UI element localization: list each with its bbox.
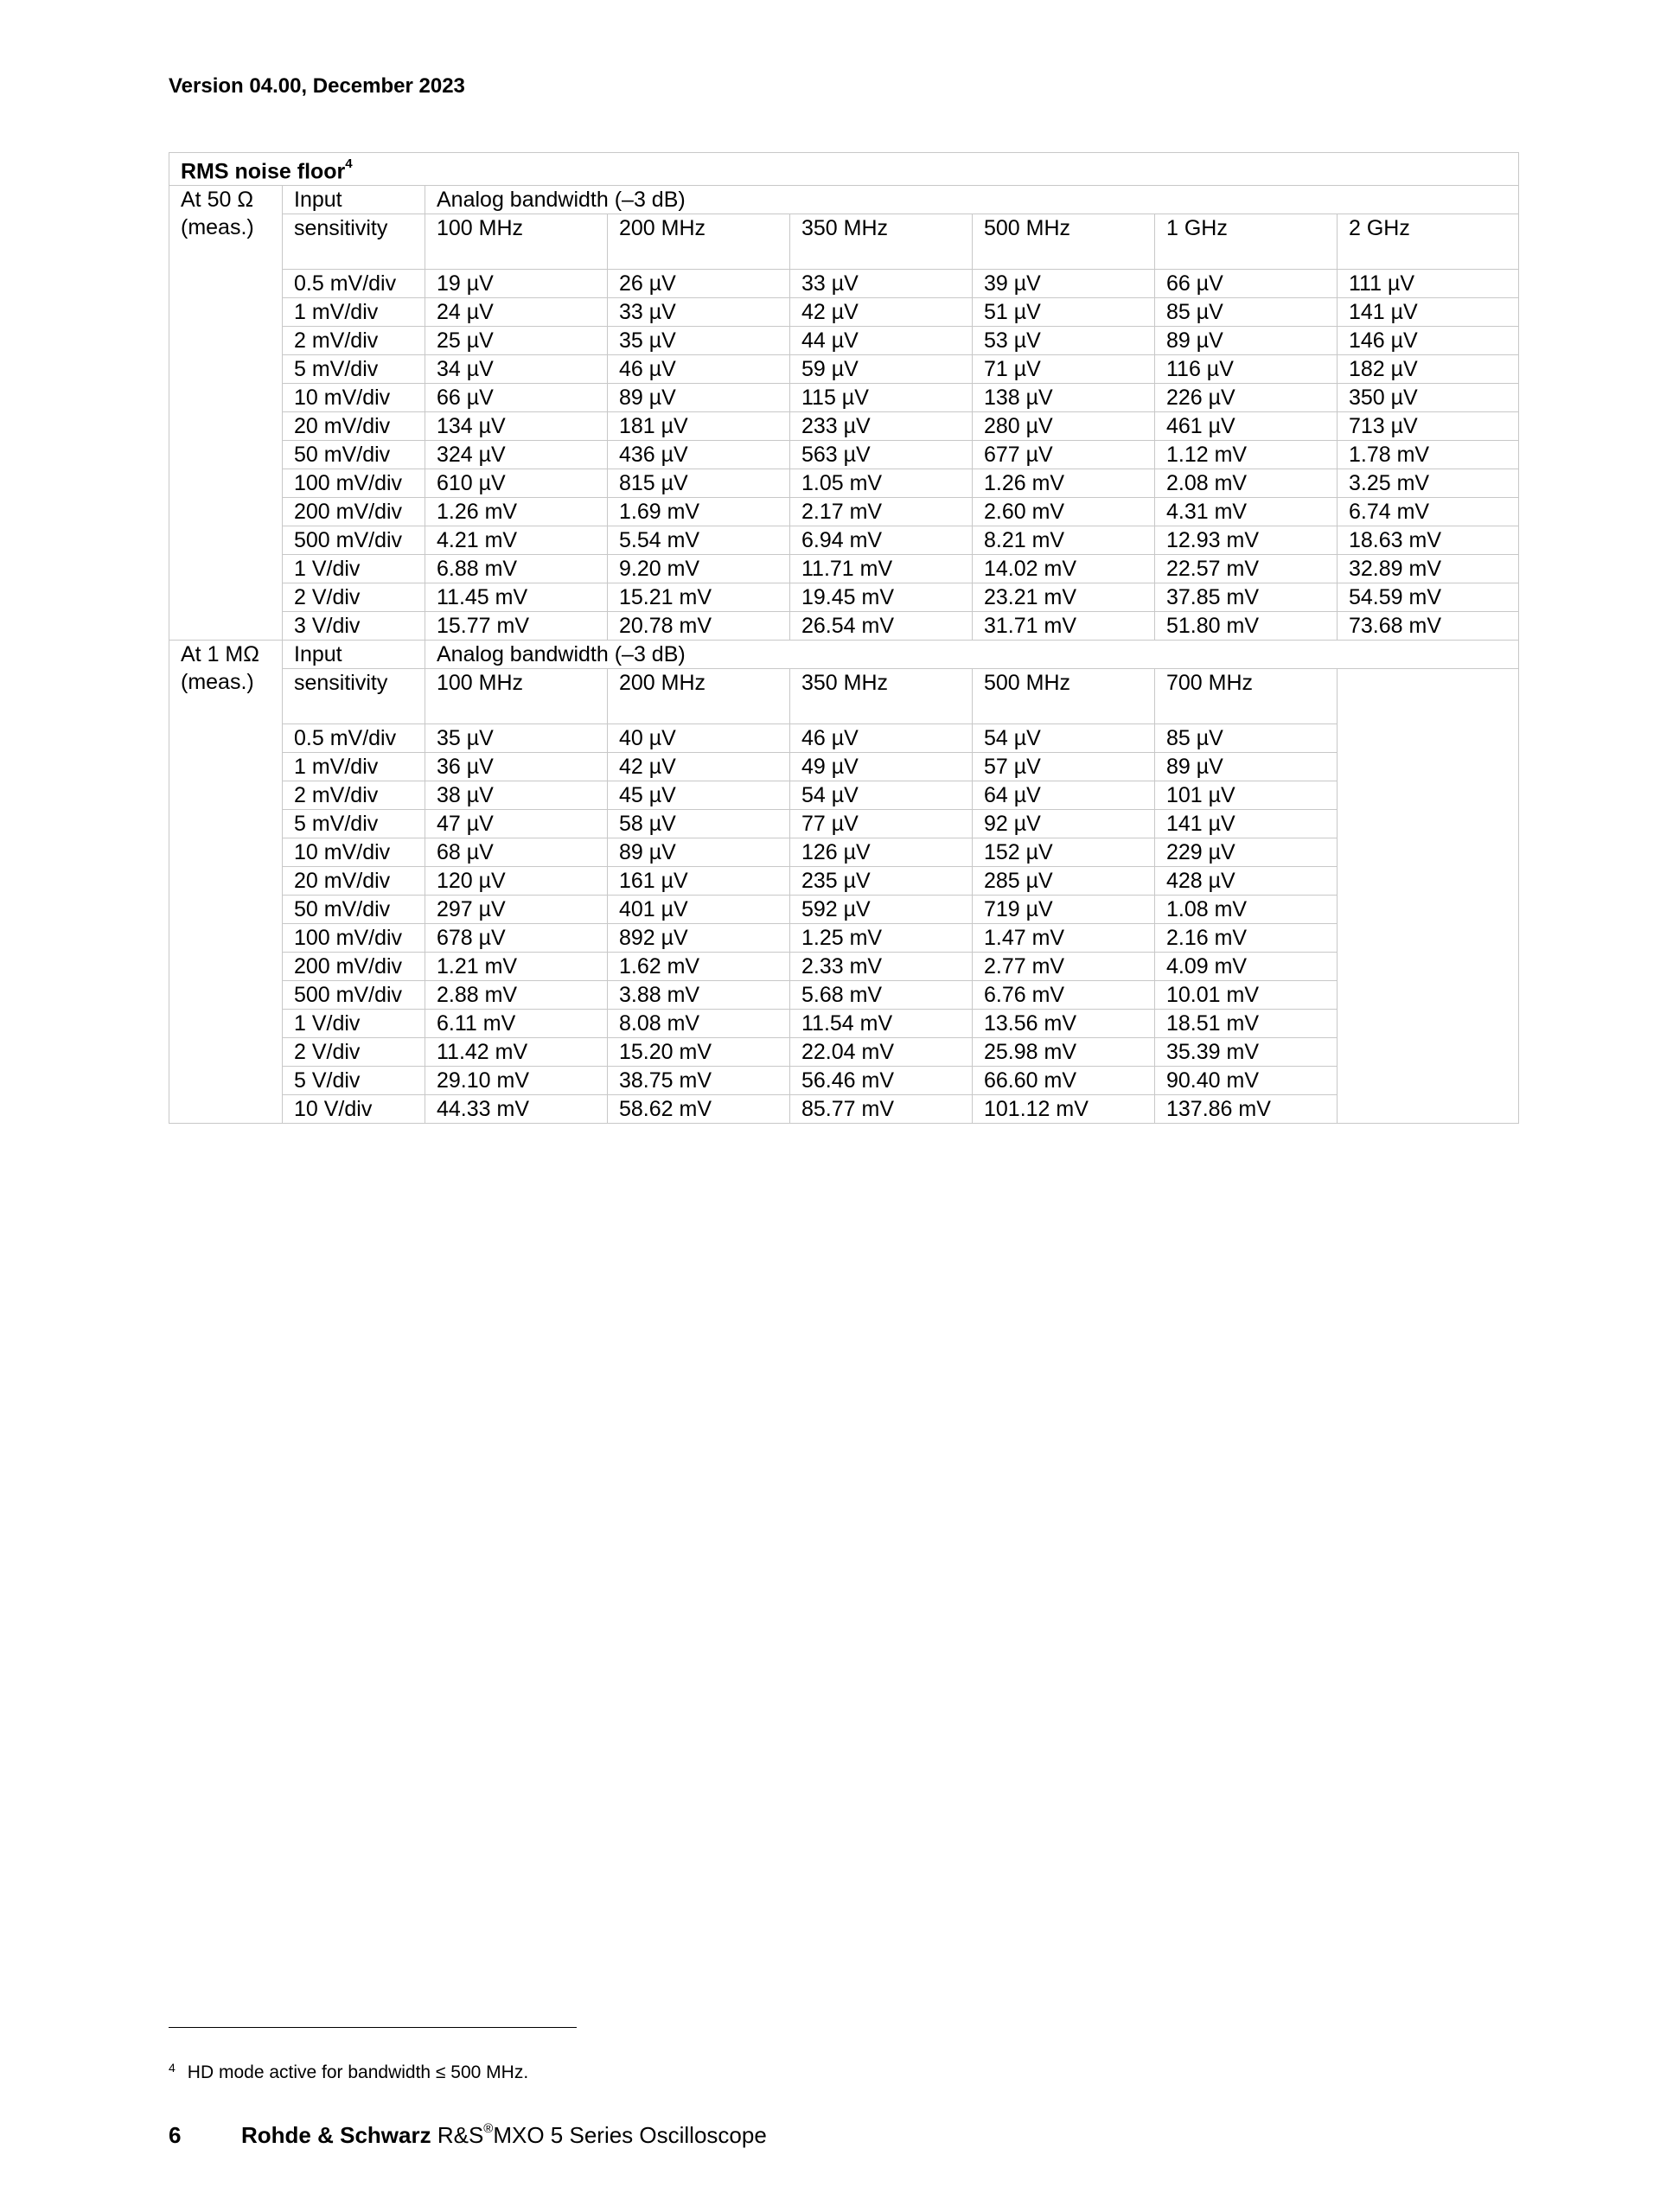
footnote-ref: 4	[345, 156, 353, 171]
noise-value: 713 µV	[1338, 412, 1519, 441]
table-row	[169, 384, 1519, 412]
noise-value: 32.89 mV	[1338, 555, 1519, 583]
noise-value: 22.57 mV	[1155, 555, 1338, 583]
sensitivity-value: 0.5 mV/div	[283, 270, 425, 298]
sensitivity-value: 2 mV/div	[283, 781, 425, 810]
bandwidth-column-header: 700 MHz	[1155, 669, 1338, 724]
table-row	[169, 583, 1519, 612]
sensitivity-value: 500 mV/div	[283, 526, 425, 555]
impedance-label	[169, 641, 283, 1124]
table-row	[169, 298, 1519, 327]
sensitivity-label: Input	[283, 186, 425, 214]
noise-value: 1.78 mV	[1338, 441, 1519, 469]
noise-value: 111 µV	[1338, 270, 1519, 298]
sensitivity-value: 1 V/div	[283, 1010, 425, 1038]
noise-value: 235 µV	[790, 867, 973, 896]
bandwidth-column-header: 1 GHz	[1155, 214, 1338, 270]
noise-value: 6.11 mV	[425, 1010, 608, 1038]
noise-value: 51 µV	[973, 298, 1155, 327]
table-row	[169, 1067, 1519, 1095]
noise-value: 1.25 mV	[790, 924, 973, 953]
impedance-label-line: (meas.)	[181, 215, 254, 240]
table-row	[169, 441, 1519, 469]
sensitivity-value: 200 mV/div	[283, 953, 425, 981]
sensitivity-value: 10 mV/div	[283, 384, 425, 412]
sensitivity-value: 200 mV/div	[283, 498, 425, 526]
noise-value: 2.17 mV	[790, 498, 973, 526]
noise-value: 461 µV	[1155, 412, 1338, 441]
noise-value: 141 µV	[1338, 298, 1519, 327]
table-row	[169, 1038, 1519, 1067]
noise-value: 54 µV	[973, 724, 1155, 753]
sensitivity-value: 5 mV/div	[283, 810, 425, 838]
noise-value: 68 µV	[425, 838, 608, 867]
noise-value: 35.39 mV	[1155, 1038, 1338, 1067]
footer-brand: Rohde & Schwarz	[241, 2122, 431, 2148]
noise-value: 73.68 mV	[1338, 612, 1519, 641]
noise-value: 44 µV	[790, 327, 973, 355]
sensitivity-value: 2 mV/div	[283, 327, 425, 355]
bandwidth-column-header: 100 MHz	[425, 214, 608, 270]
table-row	[169, 412, 1519, 441]
noise-value: 719 µV	[973, 896, 1155, 924]
page-footer	[169, 2122, 767, 2149]
noise-value: 2.08 mV	[1155, 469, 1338, 498]
table-row	[169, 1095, 1519, 1124]
table-row	[169, 526, 1519, 555]
noise-value: 14.02 mV	[973, 555, 1155, 583]
impedance-label	[169, 186, 283, 641]
noise-value: 11.54 mV	[790, 1010, 973, 1038]
bandwidth-column-header: 2 GHz	[1338, 214, 1519, 270]
column-header-row	[169, 214, 1519, 270]
noise-value: 101.12 mV	[973, 1095, 1155, 1124]
sensitivity-value: 500 mV/div	[283, 981, 425, 1010]
sensitivity-value: 2 V/div	[283, 1038, 425, 1067]
noise-value: 15.20 mV	[608, 1038, 790, 1067]
bandwidth-column-header: 350 MHz	[790, 669, 973, 724]
noise-value: 181 µV	[608, 412, 790, 441]
noise-value: 428 µV	[1155, 867, 1338, 896]
noise-value: 22.04 mV	[790, 1038, 973, 1067]
noise-value: 138 µV	[973, 384, 1155, 412]
noise-value: 1.69 mV	[608, 498, 790, 526]
table-row	[169, 924, 1519, 953]
document-version: Version 04.00, December 2023	[169, 74, 465, 98]
noise-value: 25.98 mV	[973, 1038, 1155, 1067]
noise-value: 563 µV	[790, 441, 973, 469]
noise-value: 1.26 mV	[973, 469, 1155, 498]
sensitivity-label: Input	[283, 641, 425, 669]
noise-value: 36 µV	[425, 753, 608, 781]
table-row	[169, 355, 1519, 384]
noise-value: 89 µV	[608, 838, 790, 867]
noise-value: 233 µV	[790, 412, 973, 441]
table-row	[169, 270, 1519, 298]
sensitivity-value: 100 mV/div	[283, 469, 425, 498]
noise-value: 182 µV	[1338, 355, 1519, 384]
noise-value: 46 µV	[608, 355, 790, 384]
noise-value: 37.85 mV	[1155, 583, 1338, 612]
rms-noise-table	[169, 152, 1519, 1124]
noise-value: 146 µV	[1338, 327, 1519, 355]
table-row	[169, 867, 1519, 896]
sensitivity-label: sensitivity	[283, 669, 425, 724]
noise-value: 66 µV	[425, 384, 608, 412]
bandwidth-column-header: 500 MHz	[973, 214, 1155, 270]
sensitivity-value: 1 V/div	[283, 555, 425, 583]
noise-value: 18.51 mV	[1155, 1010, 1338, 1038]
page-number: 6	[169, 2122, 182, 2148]
noise-value: 15.77 mV	[425, 612, 608, 641]
footer-product-name: MXO 5 Series Oscilloscope	[493, 2122, 767, 2148]
noise-value: 66.60 mV	[973, 1067, 1155, 1095]
noise-value: 5.68 mV	[790, 981, 973, 1010]
noise-value: 45 µV	[608, 781, 790, 810]
noise-value: 38.75 mV	[608, 1067, 790, 1095]
noise-value: 18.63 mV	[1338, 526, 1519, 555]
sensitivity-label: sensitivity	[283, 214, 425, 270]
sensitivity-value: 1 mV/div	[283, 753, 425, 781]
noise-value: 6.76 mV	[973, 981, 1155, 1010]
noise-value: 89 µV	[1155, 327, 1338, 355]
bandwidth-column-header: 500 MHz	[973, 669, 1155, 724]
noise-value: 134 µV	[425, 412, 608, 441]
noise-value: 2.77 mV	[973, 953, 1155, 981]
sensitivity-value: 0.5 mV/div	[283, 724, 425, 753]
footnote-text: HD mode active for bandwidth ≤ 500 MHz.	[187, 2062, 529, 2082]
noise-value: 677 µV	[973, 441, 1155, 469]
noise-value: 64 µV	[973, 781, 1155, 810]
noise-value: 51.80 mV	[1155, 612, 1338, 641]
noise-value: 137.86 mV	[1155, 1095, 1338, 1124]
noise-value: 610 µV	[425, 469, 608, 498]
noise-value: 324 µV	[425, 441, 608, 469]
noise-value: 42 µV	[790, 298, 973, 327]
bandwidth-column-header: 100 MHz	[425, 669, 608, 724]
noise-value: 66 µV	[1155, 270, 1338, 298]
footnote-divider	[169, 2027, 577, 2028]
table-row	[169, 612, 1519, 641]
sensitivity-value: 10 mV/div	[283, 838, 425, 867]
empty-cell	[1338, 669, 1519, 1124]
bandwidth-label: Analog bandwidth (–3 dB)	[425, 641, 1519, 669]
noise-value: 33 µV	[790, 270, 973, 298]
column-header-row	[169, 669, 1519, 724]
noise-value: 1.26 mV	[425, 498, 608, 526]
section-header-row	[169, 641, 1519, 669]
noise-value: 35 µV	[425, 724, 608, 753]
table-row	[169, 1010, 1519, 1038]
sensitivity-value: 100 mV/div	[283, 924, 425, 953]
noise-value: 23.21 mV	[973, 583, 1155, 612]
noise-value: 53 µV	[973, 327, 1155, 355]
noise-value: 152 µV	[973, 838, 1155, 867]
noise-value: 46 µV	[790, 724, 973, 753]
noise-value: 71 µV	[973, 355, 1155, 384]
noise-value: 116 µV	[1155, 355, 1338, 384]
noise-value: 3.25 mV	[1338, 469, 1519, 498]
noise-value: 1.21 mV	[425, 953, 608, 981]
sensitivity-value: 3 V/div	[283, 612, 425, 641]
bandwidth-column-header: 200 MHz	[608, 214, 790, 270]
noise-value: 2.88 mV	[425, 981, 608, 1010]
sensitivity-value: 5 V/div	[283, 1067, 425, 1095]
noise-value: 401 µV	[608, 896, 790, 924]
noise-value: 126 µV	[790, 838, 973, 867]
table-row	[169, 838, 1519, 867]
noise-value: 11.45 mV	[425, 583, 608, 612]
noise-value: 34 µV	[425, 355, 608, 384]
table-row	[169, 981, 1519, 1010]
noise-value: 350 µV	[1338, 384, 1519, 412]
table-row	[169, 469, 1519, 498]
footer-product-prefix: R&S	[437, 2122, 484, 2148]
bandwidth-label: Analog bandwidth (–3 dB)	[425, 186, 1519, 214]
table-row	[169, 810, 1519, 838]
noise-value: 4.21 mV	[425, 526, 608, 555]
noise-value: 1.47 mV	[973, 924, 1155, 953]
noise-value: 115 µV	[790, 384, 973, 412]
noise-value: 11.71 mV	[790, 555, 973, 583]
noise-value: 3.88 mV	[608, 981, 790, 1010]
noise-value: 54 µV	[790, 781, 973, 810]
noise-value: 9.20 mV	[608, 555, 790, 583]
impedance-label-line: At 50 Ω	[181, 188, 254, 213]
noise-value: 89 µV	[1155, 753, 1338, 781]
section-header-row	[169, 186, 1519, 214]
noise-value: 56.46 mV	[790, 1067, 973, 1095]
noise-value: 5.54 mV	[608, 526, 790, 555]
table-title: RMS noise floor$^4$	[169, 153, 1519, 186]
noise-value: 24 µV	[425, 298, 608, 327]
noise-value: 12.93 mV	[1155, 526, 1338, 555]
table-row	[169, 498, 1519, 526]
table-row	[169, 555, 1519, 583]
noise-value: 29.10 mV	[425, 1067, 608, 1095]
noise-value: 678 µV	[425, 924, 608, 953]
noise-value: 31.71 mV	[973, 612, 1155, 641]
noise-value: 1.05 mV	[790, 469, 973, 498]
noise-value: 33 µV	[608, 298, 790, 327]
noise-value: 101 µV	[1155, 781, 1338, 810]
noise-value: 1.08 mV	[1155, 896, 1338, 924]
noise-value: 1.12 mV	[1155, 441, 1338, 469]
noise-value: 85 µV	[1155, 298, 1338, 327]
noise-value: 40 µV	[608, 724, 790, 753]
noise-value: 47 µV	[425, 810, 608, 838]
table-row	[169, 327, 1519, 355]
noise-value: 49 µV	[790, 753, 973, 781]
noise-value: 229 µV	[1155, 838, 1338, 867]
noise-value: 77 µV	[790, 810, 973, 838]
sensitivity-value: 10 V/div	[283, 1095, 425, 1124]
noise-value: 8.08 mV	[608, 1010, 790, 1038]
registered-mark: ®	[483, 2121, 494, 2137]
noise-value: 89 µV	[608, 384, 790, 412]
bandwidth-column-header: 350 MHz	[790, 214, 973, 270]
noise-value: 39 µV	[973, 270, 1155, 298]
table-row	[169, 724, 1519, 753]
noise-value: 161 µV	[608, 867, 790, 896]
noise-value: 11.42 mV	[425, 1038, 608, 1067]
noise-value: 2.16 mV	[1155, 924, 1338, 953]
noise-value: 4.09 mV	[1155, 953, 1338, 981]
noise-value: 44.33 mV	[425, 1095, 608, 1124]
sensitivity-value: 20 mV/div	[283, 412, 425, 441]
noise-value: 92 µV	[973, 810, 1155, 838]
noise-value: 26.54 mV	[790, 612, 973, 641]
sensitivity-value: 5 mV/div	[283, 355, 425, 384]
noise-value: 90.40 mV	[1155, 1067, 1338, 1095]
noise-value: 85 µV	[1155, 724, 1338, 753]
footnote-number: 4	[169, 2061, 176, 2075]
noise-value: 54.59 mV	[1338, 583, 1519, 612]
table-row	[169, 896, 1519, 924]
noise-value: 19.45 mV	[790, 583, 973, 612]
noise-value: 1.62 mV	[608, 953, 790, 981]
noise-value: 15.21 mV	[608, 583, 790, 612]
noise-value: 592 µV	[790, 896, 973, 924]
noise-value: 19 µV	[425, 270, 608, 298]
noise-value: 58.62 mV	[608, 1095, 790, 1124]
table-row	[169, 953, 1519, 981]
noise-value: 226 µV	[1155, 384, 1338, 412]
noise-value: 58 µV	[608, 810, 790, 838]
noise-value: 4.31 mV	[1155, 498, 1338, 526]
noise-value: 13.56 mV	[973, 1010, 1155, 1038]
noise-value: 436 µV	[608, 441, 790, 469]
noise-value: 2.60 mV	[973, 498, 1155, 526]
table-title-row	[169, 153, 1519, 186]
noise-value: 59 µV	[790, 355, 973, 384]
noise-value: 57 µV	[973, 753, 1155, 781]
noise-value: 6.88 mV	[425, 555, 608, 583]
noise-value: 8.21 mV	[973, 526, 1155, 555]
noise-value: 297 µV	[425, 896, 608, 924]
impedance-label-line: At 1 MΩ	[181, 642, 259, 667]
noise-value: 25 µV	[425, 327, 608, 355]
noise-value: 141 µV	[1155, 810, 1338, 838]
noise-value: 20.78 mV	[608, 612, 790, 641]
noise-value: 6.94 mV	[790, 526, 973, 555]
noise-value: 85.77 mV	[790, 1095, 973, 1124]
noise-value: 26 µV	[608, 270, 790, 298]
bandwidth-column-header: 200 MHz	[608, 669, 790, 724]
noise-value: 285 µV	[973, 867, 1155, 896]
noise-value: 815 µV	[608, 469, 790, 498]
noise-value: 2.33 mV	[790, 953, 973, 981]
noise-value: 280 µV	[973, 412, 1155, 441]
table-row	[169, 781, 1519, 810]
noise-value: 35 µV	[608, 327, 790, 355]
sensitivity-value: 1 mV/div	[283, 298, 425, 327]
sensitivity-value: 50 mV/div	[283, 896, 425, 924]
noise-value: 120 µV	[425, 867, 608, 896]
footnote	[169, 2062, 528, 2083]
sensitivity-value: 2 V/div	[283, 583, 425, 612]
impedance-label-line: (meas.)	[181, 670, 254, 695]
noise-value: 6.74 mV	[1338, 498, 1519, 526]
noise-value: 10.01 mV	[1155, 981, 1338, 1010]
sensitivity-value: 20 mV/div	[283, 867, 425, 896]
sensitivity-value: 50 mV/div	[283, 441, 425, 469]
noise-value: 38 µV	[425, 781, 608, 810]
noise-value: 42 µV	[608, 753, 790, 781]
table-row	[169, 753, 1519, 781]
noise-value: 892 µV	[608, 924, 790, 953]
